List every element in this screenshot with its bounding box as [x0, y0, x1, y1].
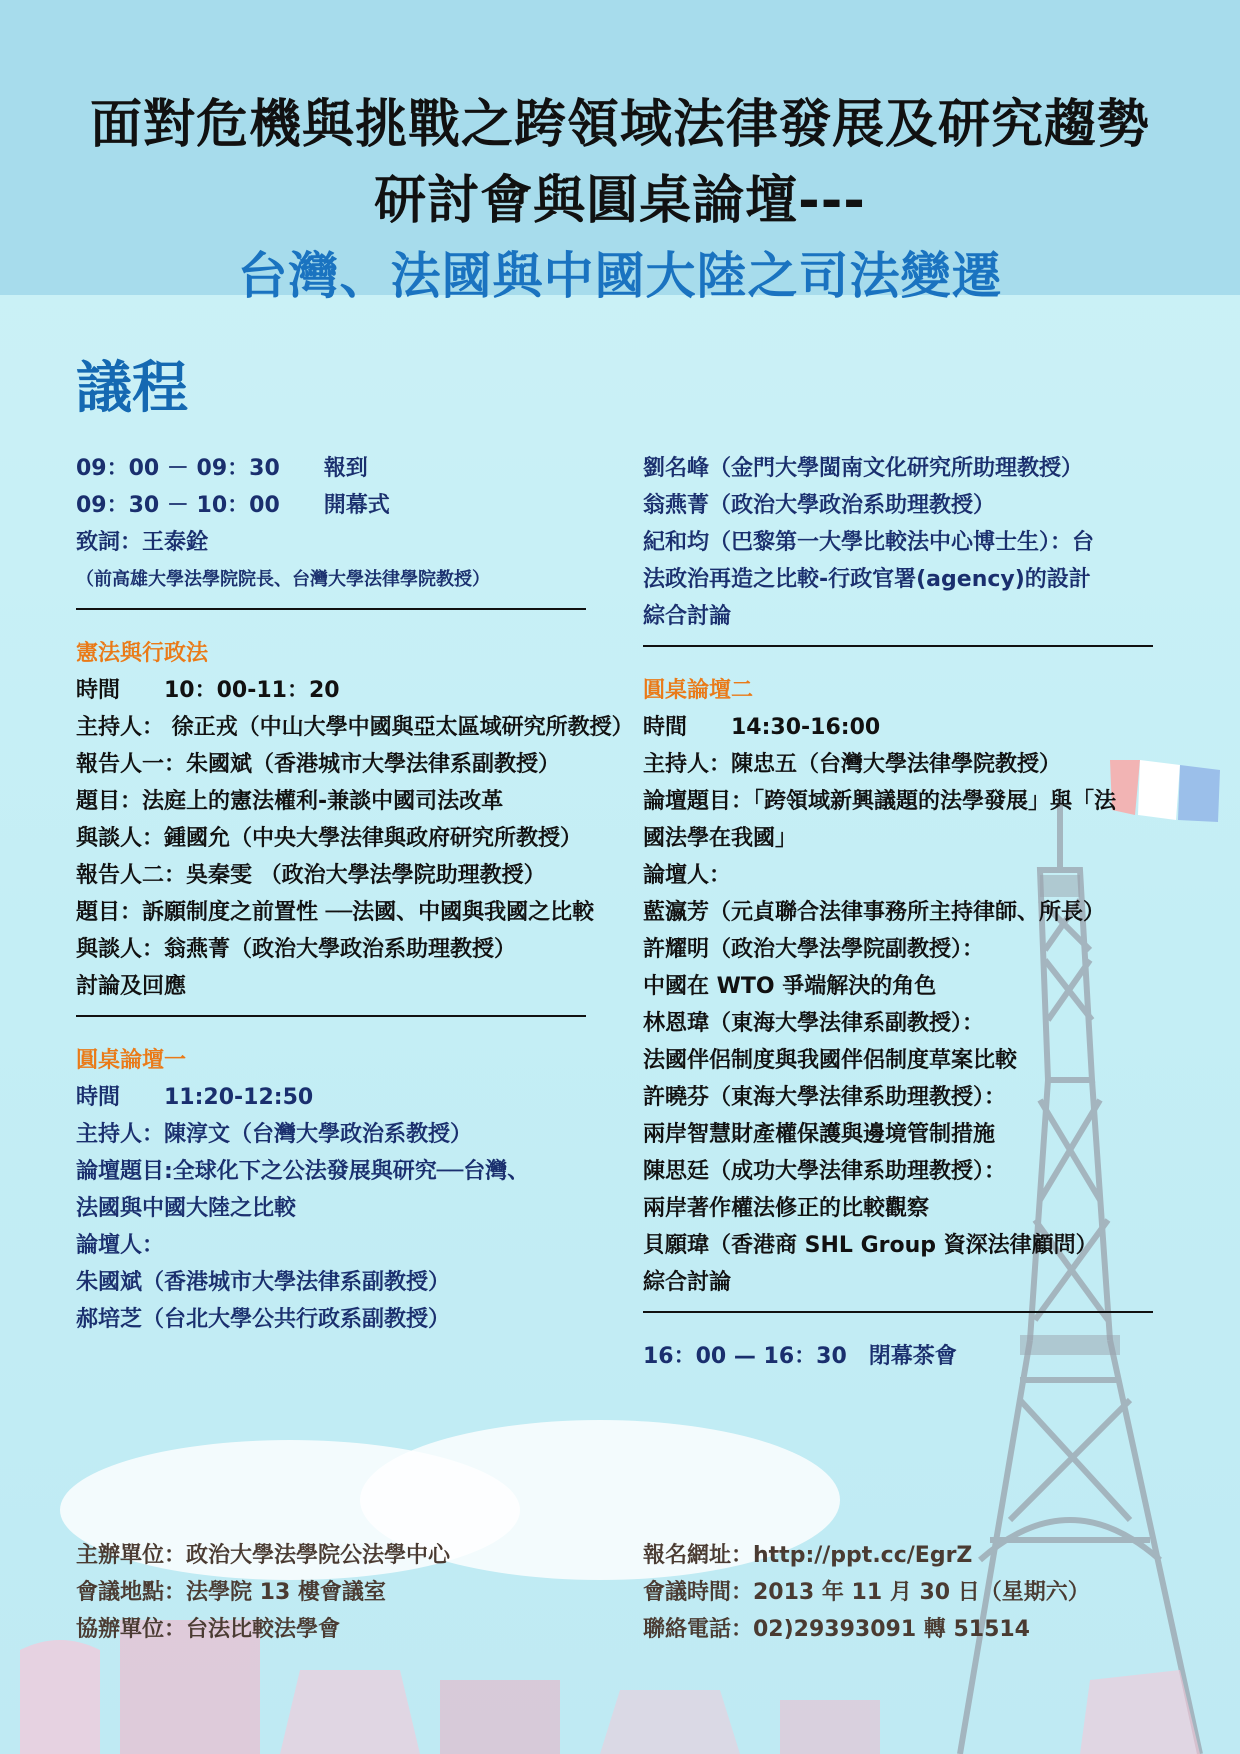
- agenda-line: 藍瀛芳（元貞聯合法律事務所主持律師、所長）: [643, 900, 1106, 925]
- agenda-line: 中國在 WTO 爭端解決的角色: [643, 974, 937, 999]
- agenda-line: 時間 14:30-16:00: [643, 715, 881, 740]
- agenda-line: 朱國斌（香港城市大學法律系副教授）: [76, 1270, 451, 1295]
- agenda-line: 綜合討論: [643, 1270, 732, 1295]
- agenda-line: 林恩瑋（東海大學法律系副教授）：: [643, 1011, 985, 1036]
- title-line-2: 研討會與圓桌論壇---: [374, 171, 866, 231]
- agenda-line: 法政治再造之比較-行政官署(agency)的設計: [643, 567, 1091, 592]
- agenda-line: 劉名峰（金門大學閩南文化研究所助理教授）: [643, 456, 1084, 481]
- section-heading: 圓桌論壇一: [76, 1048, 187, 1073]
- agenda-line: 題目：訴願制度之前置性 ──法國、中國與我國之比較: [76, 900, 595, 925]
- agenda-line: 法國伴侶制度與我國伴侶制度草案比較: [643, 1048, 1018, 1073]
- agenda-line: 貝願瑋（香港商 SHL Group 資深法律顧問）: [643, 1233, 1098, 1258]
- agenda-line: 法國與中國大陸之比較: [76, 1196, 297, 1221]
- title-line-3: 台灣、法國與中國大陸之司法變遷: [237, 247, 1003, 305]
- agenda-left-column: [76, 450, 636, 1338]
- venue-line: 會議地點：法學院 13 樓會議室: [76, 1580, 386, 1605]
- registration-url-line: 報名網址：http://ppt.cc/EgrZ: [643, 1543, 973, 1568]
- conference-date-line: 會議時間：2013 年 11 月 30 日（星期六）: [643, 1580, 1090, 1605]
- agenda-line: 題目：法庭上的憲法權利-兼談中國司法改革: [76, 789, 504, 814]
- agenda-line: 許曉芬（東海大學法律系助理教授）：: [643, 1085, 1007, 1110]
- section-heading: 圓桌論壇二: [643, 678, 754, 703]
- agenda-line: 論壇人：: [76, 1233, 165, 1258]
- agenda-line: 主持人：陳忠五（台灣大學法律學院教授）: [643, 752, 1062, 777]
- agenda-line: （前高雄大學法學院院長、台灣大學法律學院教授）: [76, 569, 490, 590]
- agenda-line: 報告人二：吳秦雯 （政治大學法學院助理教授）: [76, 863, 546, 888]
- agenda-line: 16：00 — 16：30 閉幕茶會: [643, 1344, 957, 1369]
- co-organizer-line: 協辦單位：台法比較法學會: [76, 1617, 341, 1642]
- section-heading: 憲法與行政法: [76, 641, 209, 666]
- section-divider: [643, 1301, 1203, 1338]
- agenda-line: 陳思廷（成功大學法律系助理教授）：: [643, 1159, 1007, 1184]
- agenda-line: 與談人：鍾國允（中央大學法律與政府研究所教授）: [76, 826, 583, 851]
- agenda-line: 綜合討論: [643, 604, 732, 629]
- agenda-right-column: [643, 450, 1203, 1375]
- agenda-line: 許耀明（政治大學法學院副教授）：: [643, 937, 985, 962]
- agenda-line: 主持人：陳淳文（台灣大學政治系教授）: [76, 1122, 473, 1147]
- agenda-line: 討論及回應: [76, 974, 187, 999]
- contact-phone-line: 聯絡電話：02)29393091 轉 51514: [643, 1617, 1030, 1642]
- agenda-line: 主持人： 徐正戎（中山大學中國與亞太區域研究所教授）: [76, 715, 634, 740]
- footer-left: [76, 1537, 636, 1648]
- agenda-line: 致詞：王泰銓: [76, 530, 209, 555]
- agenda-line: 郝培芝（台北大學公共行政系副教授）: [76, 1307, 451, 1332]
- agenda-line: 論壇題目:全球化下之公法發展與研究──台灣、: [76, 1159, 530, 1184]
- agenda-line: 論壇人：: [643, 863, 732, 888]
- agenda-line: 報告人一：朱國斌（香港城市大學法律系副教授）: [76, 752, 561, 777]
- agenda-line: 兩岸著作權法修正的比較觀察: [643, 1196, 930, 1221]
- agenda-line: 09：00 － 09：30 報到: [76, 456, 368, 481]
- agenda-line: 論壇題目：「跨領域新興議題的法學發展」與「法: [643, 789, 1117, 814]
- agenda-heading: 議程: [76, 356, 188, 421]
- agenda-line: 與談人：翁燕菁（政治大學政治系助理教授）: [76, 937, 517, 962]
- agenda-line: 時間 11:20-12:50: [76, 1085, 314, 1110]
- agenda-line: 09：30 － 10：00 開幕式: [76, 493, 390, 518]
- footer-right: [643, 1537, 1203, 1648]
- agenda-line: 紀和均（巴黎第一大學比較法中心博士生）：台: [643, 530, 1095, 555]
- section-divider: [76, 1005, 636, 1042]
- agenda-line: 時間 10：00-11：20: [76, 678, 340, 703]
- title-line-1: 面對危機與挑戰之跨領域法律發展及研究趨勢: [89, 95, 1150, 155]
- organizer-line: 主辦單位：政治大學法學院公法學中心: [76, 1543, 451, 1568]
- section-divider: [643, 635, 1203, 672]
- agenda-line: 兩岸智慧財產權保護與邊境管制措施: [643, 1122, 996, 1147]
- agenda-line: 翁燕菁（政治大學政治系助理教授）: [643, 493, 996, 518]
- agenda-line: 國法學在我國」: [643, 826, 798, 851]
- section-divider: [76, 598, 636, 635]
